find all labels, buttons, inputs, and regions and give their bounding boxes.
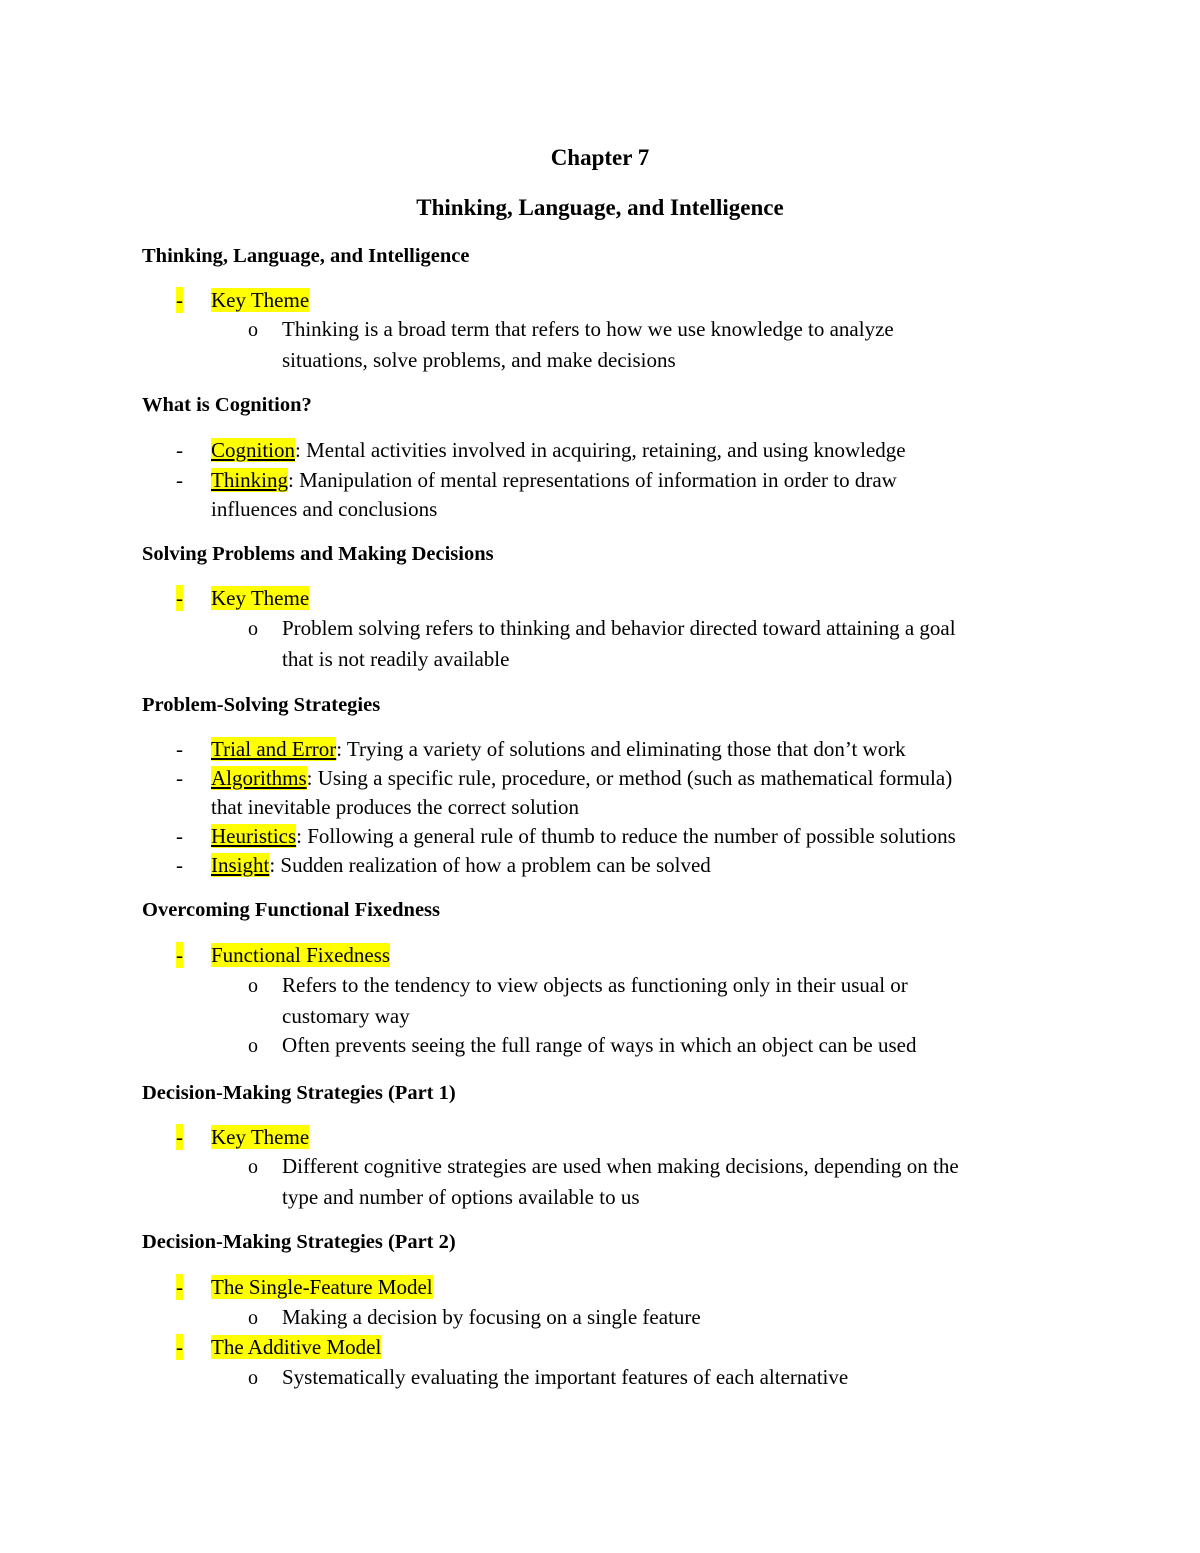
sub-bullet-marker: o — [248, 618, 258, 640]
bullet-continuation: that inevitable produces the correct solution — [211, 795, 579, 819]
bullet-algorithms — [211, 765, 952, 791]
bullet-dash: - — [176, 766, 183, 790]
bullet-dash: - — [176, 586, 183, 610]
highlighted-label: Key Theme — [211, 288, 310, 312]
section-heading-solving-problems: Solving Problems and Making Decisions — [142, 543, 494, 565]
term-heuristics: Heuristics — [211, 824, 297, 848]
chapter-title: Chapter 7 — [550, 145, 650, 170]
sub-bullet-marker: o — [248, 1156, 258, 1178]
sub-bullet-text: Problem solving refers to thinking and behavior directed toward attaining a goal — [282, 616, 956, 640]
sub-bullet-text-continued: customary way — [282, 1004, 410, 1028]
term-algorithms: Algorithms — [211, 766, 307, 790]
section-heading-problem-solving-strategies: Problem-Solving Strategies — [142, 694, 381, 716]
bullet-cognition — [211, 437, 906, 463]
bullet-functional-fixedness — [211, 942, 390, 968]
bullet-additive-model — [211, 1334, 381, 1360]
highlighted-label: Key Theme — [211, 586, 310, 610]
bullet-dash: - — [176, 737, 183, 761]
bullet-key-theme — [211, 585, 309, 611]
bullet-dash: - — [176, 468, 183, 492]
definition-text: : Manipulation of mental representations of information in order to draw — [288, 468, 897, 492]
bullet-dash: - — [176, 824, 183, 848]
highlighted-label: Key Theme — [211, 1125, 310, 1149]
term-trial-and-error: Trial and Error — [211, 737, 337, 761]
term-thinking: Thinking — [211, 468, 288, 492]
sub-bullet-text-continued: type and number of options available to us — [282, 1185, 640, 1209]
bullet-dash: - — [176, 1335, 183, 1359]
bullet-dash: - — [176, 1275, 183, 1299]
sub-bullet-text: Often prevents seeing the full range of ways in which an object can be used — [282, 1033, 917, 1057]
sub-bullet-text: Systematically evaluating the important features of each alternative — [282, 1365, 849, 1389]
sub-bullet-text-continued: that is not readily available — [282, 647, 510, 671]
term-cognition: Cognition — [211, 438, 296, 462]
bullet-insight — [211, 852, 711, 878]
sub-bullet-marker: o — [248, 1367, 258, 1389]
sub-bullet-marker: o — [248, 319, 258, 341]
section-heading-functional-fixedness: Overcoming Functional Fixedness — [142, 899, 441, 921]
bullet-trial-and-error — [211, 736, 906, 762]
sub-bullet-marker: o — [248, 1307, 258, 1329]
definition-text: : Trying a variety of solutions and eliminating those that don’t work — [336, 737, 906, 761]
definition-text: : Following a general rule of thumb to reduce the number of possible solutions — [296, 824, 956, 848]
bullet-heuristics — [211, 823, 956, 849]
definition-text: : Sudden realization of how a problem can be solved — [269, 853, 711, 877]
sub-bullet-text: Thinking is a broad term that refers to how we use knowledge to analyze — [282, 317, 894, 341]
bullet-thinking — [211, 467, 897, 493]
highlighted-label: Functional Fixedness — [211, 943, 391, 967]
sub-bullet-marker: o — [248, 1035, 258, 1057]
sub-bullet-text: Making a decision by focusing on a single feature — [282, 1305, 701, 1329]
bullet-dash: - — [176, 288, 183, 312]
sub-bullet-marker: o — [248, 975, 258, 997]
section-heading-what-is-cognition: What is Cognition? — [142, 394, 312, 416]
definition-text: : Using a specific rule, procedure, or method (such as mathematical formula) — [306, 766, 953, 790]
chapter-subtitle: Thinking, Language, and Intelligence — [416, 195, 784, 220]
bullet-dash: - — [176, 438, 183, 462]
highlighted-label: The Additive Model — [211, 1335, 382, 1359]
sub-bullet-text: Different cognitive strategies are used when making decisions, depending on the — [282, 1154, 959, 1178]
sub-bullet-text: Refers to the tendency to view objects as functioning only in their usual or — [282, 973, 908, 997]
bullet-dash: - — [176, 943, 183, 967]
definition-text: : Mental activities involved in acquiring, retaining, and using knowledge — [295, 438, 906, 462]
section-heading-decision-making-part-1: Decision-Making Strategies (Part 1) — [142, 1082, 456, 1104]
highlighted-label: The Single-Feature Model — [211, 1275, 433, 1299]
bullet-dash: - — [176, 1125, 183, 1149]
section-heading-thinking-language-intelligence: Thinking, Language, and Intelligence — [142, 245, 470, 267]
bullet-key-theme — [211, 287, 309, 313]
bullet-continuation: influences and conclusions — [211, 497, 438, 521]
bullet-key-theme — [211, 1124, 309, 1150]
sub-bullet-text-continued: situations, solve problems, and make decisions — [282, 348, 676, 372]
bullet-single-feature-model — [211, 1274, 433, 1300]
bullet-dash: - — [176, 853, 183, 877]
section-heading-decision-making-part-2: Decision-Making Strategies (Part 2) — [142, 1231, 456, 1253]
term-insight: Insight — [211, 853, 270, 877]
